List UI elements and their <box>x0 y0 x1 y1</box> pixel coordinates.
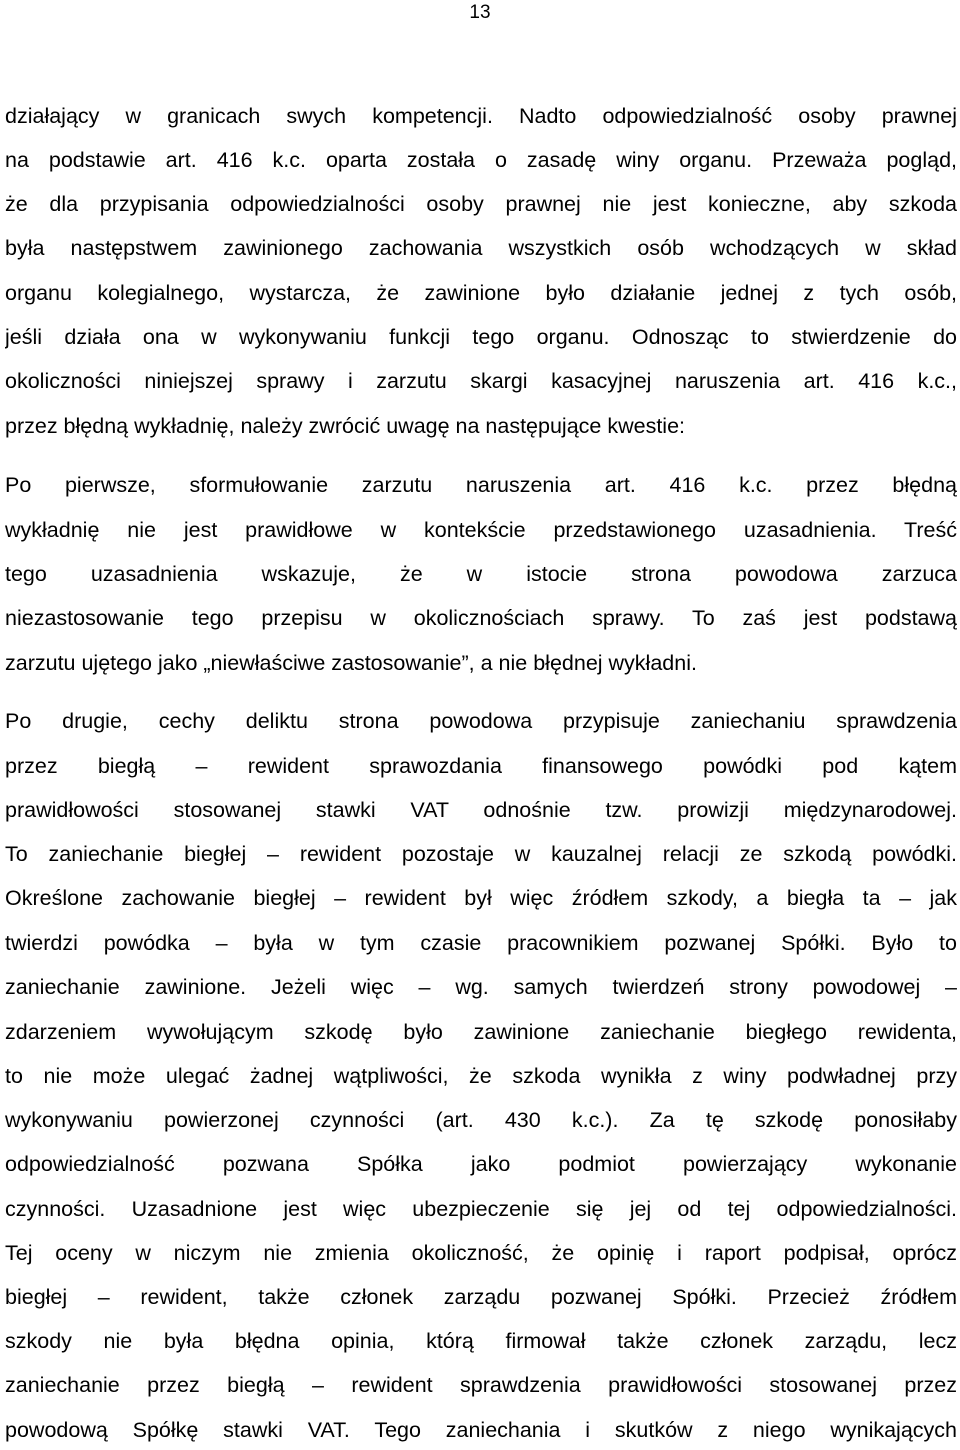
text-line: wykładnię nie jest prawidłowe w kontekście przedstawionego uzasadnienia. Treść <box>5 518 957 542</box>
text-line: biegłej – rewident, także członek zarządu pozwanej Spółki. Przecież źródłem <box>5 1285 957 1309</box>
text-line: tego uzasadnienia wskazuje, że w istocie strona powodowa zarzuca <box>5 562 957 586</box>
text-line: zdarzeniem wywołującym szkodę było zawinione zaniechanie biegłego rewidenta, <box>5 1020 957 1044</box>
text-line: Tej oceny w niczym nie zmienia okoliczność, że opinię i raport podpisał, oprócz <box>5 1241 957 1265</box>
text-line: prawidłowości stosowanej stawki VAT odnośnie tzw. prowizji międzynarodowej. <box>5 798 957 822</box>
text-line: to nie może ulegać żadnej wątpliwości, że szkoda wynikła z winy podwładnej przy <box>5 1064 957 1088</box>
text-line: zaniechanie przez biegłą – rewident sprawdzenia prawidłowości stosowanej przez <box>5 1373 957 1397</box>
text-line: okoliczności niniejszej sprawy i zarzutu skargi kasacyjnej naruszenia art. 416 k.c., <box>5 369 957 393</box>
text-line: organu kolegialnego, wystarcza, że zawinione było działanie jednej z tych osób, <box>5 281 957 305</box>
page-number: 13 <box>469 2 491 23</box>
text-line: twierdzi powódka – była w tym czasie pracownikiem pozwanej Spółki. Było to <box>5 931 957 955</box>
text-line: zarzutu ujętego jako „niewłaściwe zastosowanie”, a nie błędnej wykładni. <box>5 651 697 675</box>
text-line: działający w granicach swych kompetencji. Nadto odpowiedzialność osoby prawnej <box>5 104 957 128</box>
text-line: To zaniechanie biegłej – rewident pozostaje w kauzalnej relacji ze szkodą powódki. <box>5 842 957 866</box>
text-line: była następstwem zawinionego zachowania wszystkich osób wchodzących w skład <box>5 236 957 260</box>
text-line: powodową Spółkę stawki VAT. Tego zaniechania i skutków z niego wynikających <box>5 1418 957 1442</box>
text-line: Określone zachowanie biegłej – rewident był więc źródłem szkody, a biegła ta – jak <box>5 886 957 910</box>
text-line: szkody nie była błędna opinia, którą firmował także członek zarządu, lecz <box>5 1329 957 1353</box>
text-line: czynności. Uzasadnione jest więc ubezpieczenie się jej od tej odpowiedzialności. <box>5 1197 957 1221</box>
text-line: niezastosowanie tego przepisu w okolicznościach sprawy. To zaś jest podstawą <box>5 606 957 630</box>
text-line: przez błędną wykładnię, należy zwrócić uwagę na następujące kwestie: <box>5 414 686 438</box>
text-line: Po pierwsze, sformułowanie zarzutu naruszenia art. 416 k.c. przez błędną <box>5 473 957 497</box>
text-line: że dla przypisania odpowiedzialności osoby prawnej nie jest konieczne, aby szkoda <box>5 192 957 216</box>
text-line: odpowiedzialność pozwana Spółka jako podmiot powierzający wykonanie <box>5 1152 957 1176</box>
text-line: jeśli działa ona w wykonywaniu funkcji tego organu. Odnosząc to stwierdzenie do <box>5 325 957 349</box>
text-line: Po drugie, cechy deliktu strona powodowa przypisuje zaniechaniu sprawdzenia <box>5 709 957 733</box>
text-line: zaniechanie zawinione. Jeżeli więc – wg. samych twierdzeń strony powodowej – <box>5 975 957 999</box>
text-line: wykonywaniu powierzonej czynności (art. 430 k.c.). Za tę szkodę ponosiłaby <box>5 1108 957 1132</box>
text-line: przez biegłą – rewident sprawozdania finansowego powódki pod kątem <box>5 754 957 778</box>
text-line: na podstawie art. 416 k.c. oparta została o zasadę winy organu. Przeważa pogląd, <box>5 148 957 172</box>
